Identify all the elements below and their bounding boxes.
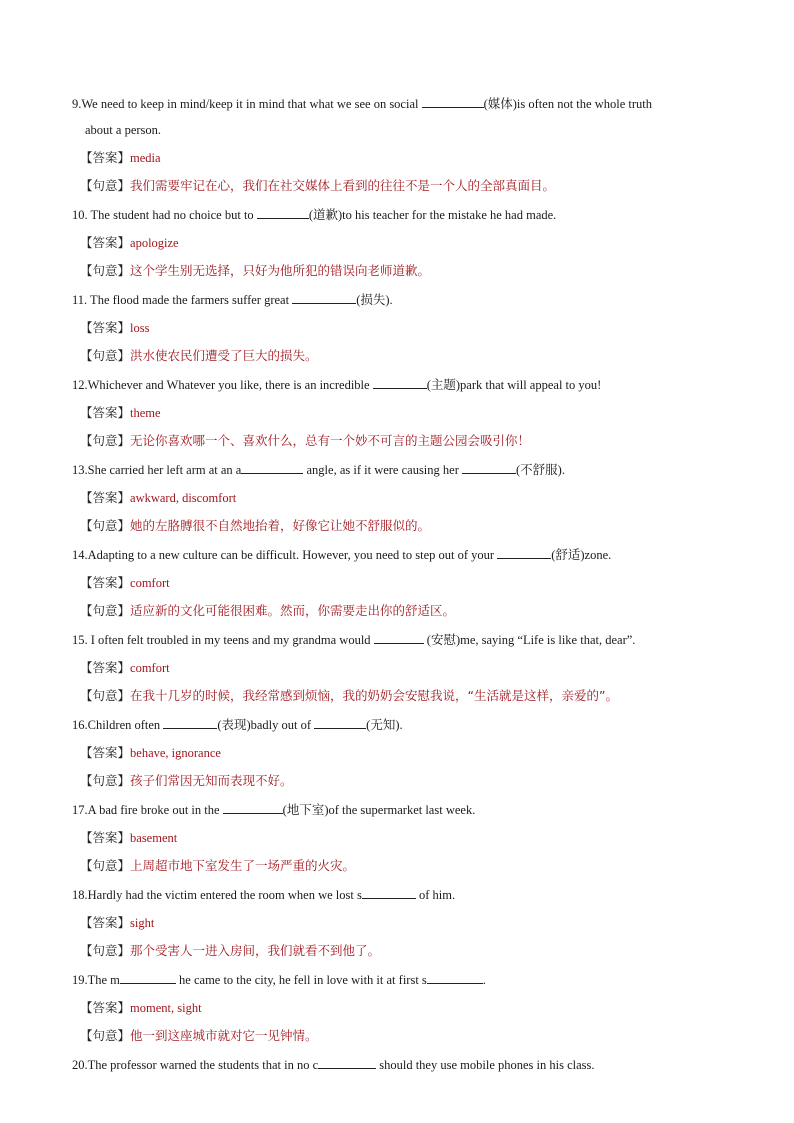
question-text: angle, as if it were causing her	[303, 463, 462, 477]
question	[72, 291, 732, 308]
question-text: 17.A bad fire broke out in the	[72, 803, 223, 817]
answer-row	[72, 575, 732, 591]
question-text: 15. I often felt troubled in my teens and my grandma would	[72, 633, 374, 647]
answer-row	[72, 745, 732, 761]
answer-value: theme	[130, 406, 161, 420]
meaning-value: 无论你喜欢哪一个、喜欢什么，总有一个妙不可言的主题公园会吸引你！	[130, 433, 531, 448]
question	[72, 376, 732, 393]
exercise-list	[72, 95, 732, 1085]
answer-blank[interactable]	[373, 376, 427, 389]
meaning-label: 【句意】	[80, 943, 131, 958]
meaning-value: 这个学生别无选择，只好为他所犯的错误向老师道歉。	[130, 263, 431, 278]
answer-row	[72, 405, 732, 421]
answer-value: comfort	[130, 576, 170, 590]
answer-label: 【答案】	[80, 490, 131, 505]
meaning-label: 【句意】	[80, 1028, 131, 1043]
meaning-label: 【句意】	[80, 518, 131, 533]
question-text: (舒适)zone.	[551, 548, 612, 562]
answer-blank[interactable]	[362, 886, 416, 899]
answer-label: 【答案】	[80, 235, 131, 250]
answer-value: comfort	[130, 661, 170, 675]
question-text: (安慰)me, saying “Life is like that, dear”.	[423, 633, 636, 647]
meaning-label: 【句意】	[80, 178, 131, 193]
question	[72, 546, 732, 563]
meaning-value: 她的左胳膊很不自然地抬着，好像它让她不舒服似的。	[130, 518, 431, 533]
answer-row	[72, 490, 732, 506]
question	[72, 631, 732, 648]
question-text: (媒体)is often not the whole truth	[483, 97, 652, 111]
answer-value: basement	[130, 831, 178, 845]
meaning-row	[72, 943, 732, 959]
answer-row	[72, 150, 732, 166]
meaning-value: 适应新的文化可能很困难。然而，你需要走出你的舒适区。	[130, 603, 456, 618]
question	[72, 206, 732, 223]
question-text: 10. The student had no choice but to	[72, 208, 257, 222]
meaning-label: 【句意】	[80, 433, 131, 448]
question-text: should they use mobile phones in his class.	[376, 1058, 595, 1072]
meaning-row	[72, 1028, 732, 1044]
question-continuation: about a person.	[85, 123, 162, 137]
answer-blank[interactable]	[292, 291, 356, 304]
meaning-label: 【句意】	[80, 263, 131, 278]
answer-blank[interactable]	[497, 546, 551, 559]
answer-row	[72, 320, 732, 336]
meaning-row	[72, 858, 732, 874]
answer-blank[interactable]	[318, 1056, 376, 1069]
question-text: 14.Adapting to a new culture can be difficult. However, you need to step out of your	[72, 548, 498, 562]
answer-blank[interactable]	[314, 716, 366, 729]
answer-blank[interactable]	[462, 461, 516, 474]
meaning-row	[72, 518, 732, 534]
question-text: .	[482, 973, 486, 987]
answer-label: 【答案】	[80, 150, 131, 165]
answer-row	[72, 660, 732, 676]
question-text: 12.Whichever and Whatever you like, there is an incredible	[72, 378, 373, 392]
meaning-row	[72, 603, 732, 619]
answer-row	[72, 1000, 732, 1016]
answer-label: 【答案】	[80, 830, 131, 845]
meaning-value: 上周超市地下室发生了一场严重的火灾。	[130, 858, 356, 873]
answer-row	[72, 915, 732, 931]
meaning-value: 洪水使农民们遭受了巨大的损失。	[130, 348, 318, 363]
answer-value: awkward, discomfort	[130, 491, 237, 505]
question	[72, 886, 732, 903]
meaning-row	[72, 773, 732, 789]
meaning-label: 【句意】	[80, 348, 131, 363]
answer-blank[interactable]	[374, 631, 424, 644]
answer-value: apologize	[130, 236, 179, 250]
question	[72, 971, 732, 988]
meaning-value: 我们需要牢记在心，我们在社交媒体上看到的往往不是一个人的全部真面目。	[130, 178, 556, 193]
answer-value: moment, sight	[130, 1001, 202, 1015]
meaning-label: 【句意】	[80, 603, 131, 618]
question-text: (主题)park that will appeal to you!	[426, 378, 602, 392]
answer-blank[interactable]	[241, 461, 303, 474]
meaning-value: 那个受害人一进入房间，我们就看不到他了。	[130, 943, 381, 958]
question-text: 19.The m	[72, 973, 120, 987]
meaning-value: 在我十几岁的时候，我经常感到烦恼，我的奶奶会安慰我说，“生活就是这样，亲爱的”。	[130, 688, 618, 703]
question	[72, 801, 732, 818]
answer-value: behave, ignorance	[130, 746, 221, 760]
meaning-row	[72, 688, 732, 704]
meaning-row	[72, 263, 732, 279]
question-text: of him.	[415, 888, 456, 902]
answer-label: 【答案】	[80, 660, 131, 675]
question	[72, 461, 732, 478]
answer-label: 【答案】	[80, 745, 131, 760]
meaning-label: 【句意】	[80, 858, 131, 873]
answer-label: 【答案】	[80, 405, 131, 420]
meaning-row	[72, 178, 732, 194]
question-text: (表现)badly out of	[217, 718, 315, 732]
meaning-value: 孩子们常因无知而表现不好。	[130, 773, 293, 788]
answer-blank[interactable]	[223, 801, 283, 814]
answer-blank[interactable]	[163, 716, 217, 729]
answer-row	[72, 830, 732, 846]
question-text: 16.Children often	[72, 718, 164, 732]
question	[72, 1056, 732, 1073]
answer-label: 【答案】	[80, 915, 131, 930]
meaning-row	[72, 433, 732, 449]
answer-blank[interactable]	[427, 971, 483, 984]
answer-value: sight	[130, 916, 155, 930]
answer-blank[interactable]	[422, 95, 484, 108]
question-text: 9.We need to keep in mind/keep it in mind that what we see on social	[72, 97, 422, 111]
answer-row	[72, 235, 732, 251]
answer-blank[interactable]	[257, 206, 309, 219]
question-text: (无知).	[366, 718, 403, 732]
question-text: 18.Hardly had the victim entered the room when we lost s	[72, 888, 362, 902]
question-text: (地下室)of the supermarket last week.	[282, 803, 476, 817]
answer-label: 【答案】	[80, 320, 131, 335]
question-text: 13.She carried her left arm at an a	[72, 463, 242, 477]
question-text: 11. The flood made the farmers suffer great	[72, 293, 293, 307]
answer-blank[interactable]	[120, 971, 176, 984]
meaning-row	[72, 348, 732, 364]
question-text: 20.The professor warned the students that in no c	[72, 1058, 319, 1072]
meaning-label: 【句意】	[80, 688, 131, 703]
question-text: (损失).	[356, 293, 393, 307]
question-text: he came to the city, he fell in love with it at first s	[175, 973, 427, 987]
meaning-label: 【句意】	[80, 773, 131, 788]
answer-label: 【答案】	[80, 575, 131, 590]
question	[72, 95, 732, 138]
question-text: (道歉)to his teacher for the mistake he had made.	[308, 208, 557, 222]
answer-value: loss	[130, 321, 150, 335]
answer-value: media	[130, 151, 161, 165]
answer-label: 【答案】	[80, 1000, 131, 1015]
question-text: (不舒服).	[516, 463, 565, 477]
question	[72, 716, 732, 733]
meaning-value: 他一到这座城市就对它一见钟情。	[130, 1028, 318, 1043]
